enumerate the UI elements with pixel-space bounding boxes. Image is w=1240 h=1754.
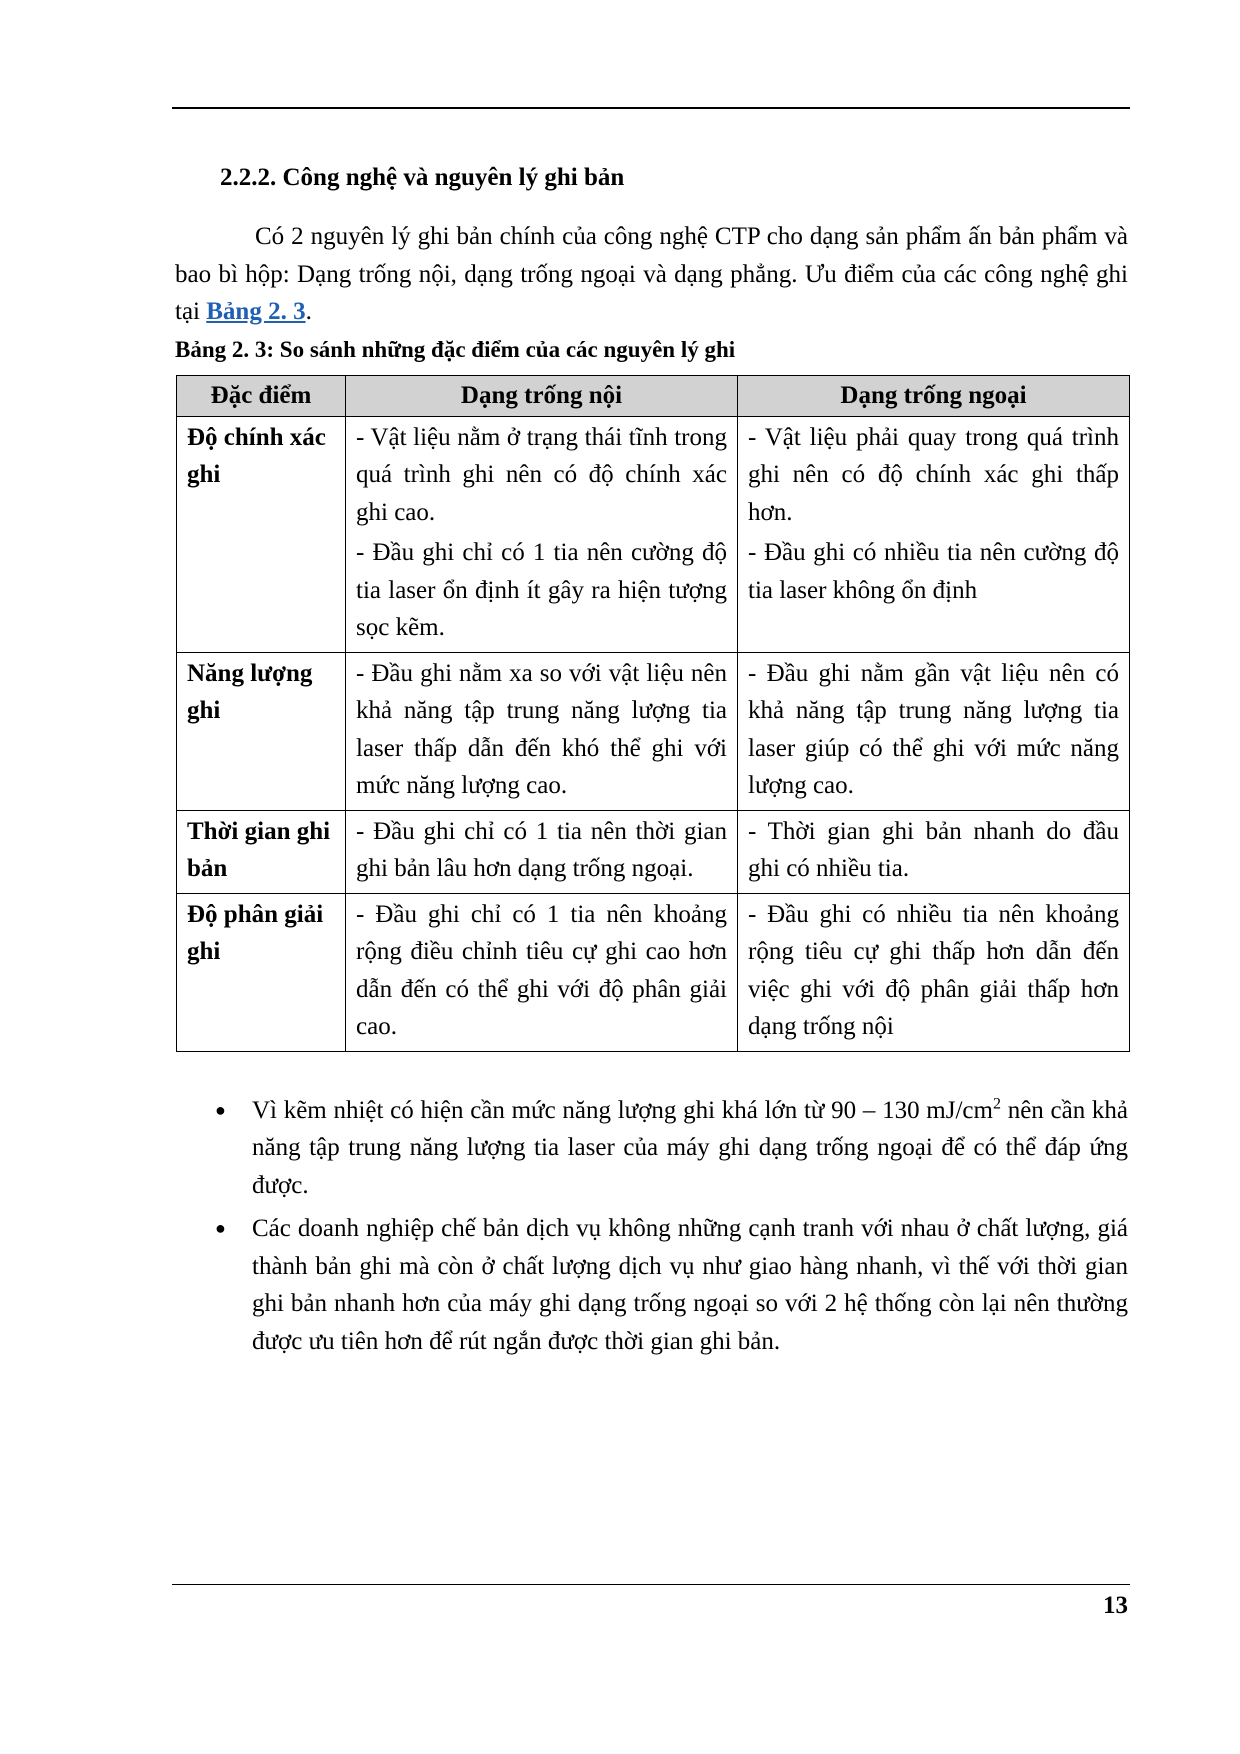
page-number: 13	[1103, 1592, 1128, 1619]
notes-list	[175, 1092, 1128, 1361]
header-internal-drum: Dạng trống nội	[346, 375, 738, 416]
table-row	[177, 652, 1130, 810]
feature-cell: Thời gian ghi bản	[177, 810, 346, 893]
intro-paragraph	[175, 218, 1128, 331]
bullet-icon: ●	[215, 1218, 226, 1238]
table-reference-link[interactable]: Bảng 2. 3	[206, 298, 306, 325]
table-row	[177, 416, 1130, 652]
intro-text: Có 2 nguyên lý ghi bản chính của công nghệ CTP cho dạng sản phẩm ấn bản phẩm và bao bì hộp: Dạng trống nội, dạng trống ngoại và dạng phẳng. Ưu điểm của các công nghệ ghi tại	[175, 223, 1128, 325]
header-feature: Đặc điểm	[177, 375, 346, 416]
internal-cell	[346, 416, 738, 652]
external-cell	[738, 810, 1130, 893]
header-external-drum: Dạng trống ngoại	[738, 375, 1130, 416]
list-item	[175, 1210, 1128, 1360]
cell-text: - Đầu ghi nằm xa so với vật liệu nên khả năng tập trung năng lượng tia laser thấp dẫn đến khó thể ghi với mức năng lượng cao.	[356, 659, 727, 799]
note-text: nên cần khả năng tập trung năng lượng tia laser của máy ghi dạng trống ngoại để có thể đáp ứng được.	[252, 1096, 1128, 1199]
list-item	[175, 1092, 1128, 1205]
cell-text: - Vật liệu nằm ở trạng thái tĩnh trong quá trình ghi nên có độ chính xác ghi cao.	[356, 423, 727, 526]
internal-cell	[346, 893, 738, 1051]
cell-text: - Đầu ghi chỉ có 1 tia nên khoảng rộng điều chỉnh tiêu cự ghi cao hơn dẫn đến có thể ghi với độ phân giải cao.	[356, 900, 727, 1040]
table-row	[177, 810, 1130, 893]
feature-cell: Độ chính xác ghi	[177, 416, 346, 652]
header-rule	[172, 107, 1130, 109]
table-row	[177, 893, 1130, 1051]
cell-text: - Đầu ghi chỉ có 1 tia nên thời gian ghi bản lâu hơn dạng trống ngoại.	[356, 817, 727, 882]
page-content	[175, 160, 1128, 1366]
cell-text: - Đầu ghi có nhiều tia nên khoảng rộng tiêu cự ghi thấp hơn dẫn đến việc ghi với độ phân giải thấp hơn dạng trống nội	[748, 900, 1119, 1040]
cell-text: - Vật liệu phải quay trong quá trình ghi nên có độ chính xác ghi thấp hơn.	[748, 423, 1119, 526]
internal-cell	[346, 652, 738, 810]
comparison-table	[176, 375, 1130, 1052]
footer-rule	[172, 1584, 1130, 1585]
cell-text: - Đầu ghi nằm gần vật liệu nên có khả năng tập trung năng lượng tia laser giúp có thể ghi với mức năng lượng cao.	[748, 659, 1119, 799]
superscript: 2	[992, 1095, 1001, 1113]
cell-text: - Đầu ghi có nhiều tia nên cường độ tia laser không ổn định	[748, 539, 1119, 604]
note-text: Các doanh nghiệp chế bản dịch vụ không những cạnh tranh với nhau ở chất lượng, giá thành bản ghi mà còn ở chất lượng dịch vụ như giao hàng nhanh, vì thế với thời gian ghi bản nhanh hơn của máy ghi dạng trống ngoại so với 2 hệ thống còn lại nên thường được ưu tiên hơn để rút ngắn được thời gian ghi bản.	[252, 1215, 1128, 1355]
feature-cell: Độ phân giải ghi	[177, 893, 346, 1051]
cell-text: - Thời gian ghi bản nhanh do đầu ghi có nhiều tia.	[748, 817, 1119, 882]
section-title: 2.2.2. Công nghệ và nguyên lý ghi bản	[220, 164, 625, 191]
table-caption: Bảng 2. 3: So sánh những đặc điểm của các nguyên lý ghi	[175, 336, 736, 362]
internal-cell	[346, 810, 738, 893]
external-cell	[738, 652, 1130, 810]
note-text: Vì kẽm nhiệt có hiện cần mức năng lượng ghi khá lớn từ 90 – 130 mJ/cm	[252, 1096, 993, 1124]
feature-cell: Năng lượng ghi	[177, 652, 346, 810]
external-cell	[738, 416, 1130, 652]
intro-end: .	[305, 298, 312, 325]
external-cell	[738, 893, 1130, 1051]
bullet-icon: ●	[215, 1099, 226, 1120]
table-header-row	[177, 375, 1130, 416]
cell-text: - Đầu ghi chỉ có 1 tia nên cường độ tia laser ổn định ít gây ra hiện tượng sọc kẽm.	[356, 539, 727, 641]
